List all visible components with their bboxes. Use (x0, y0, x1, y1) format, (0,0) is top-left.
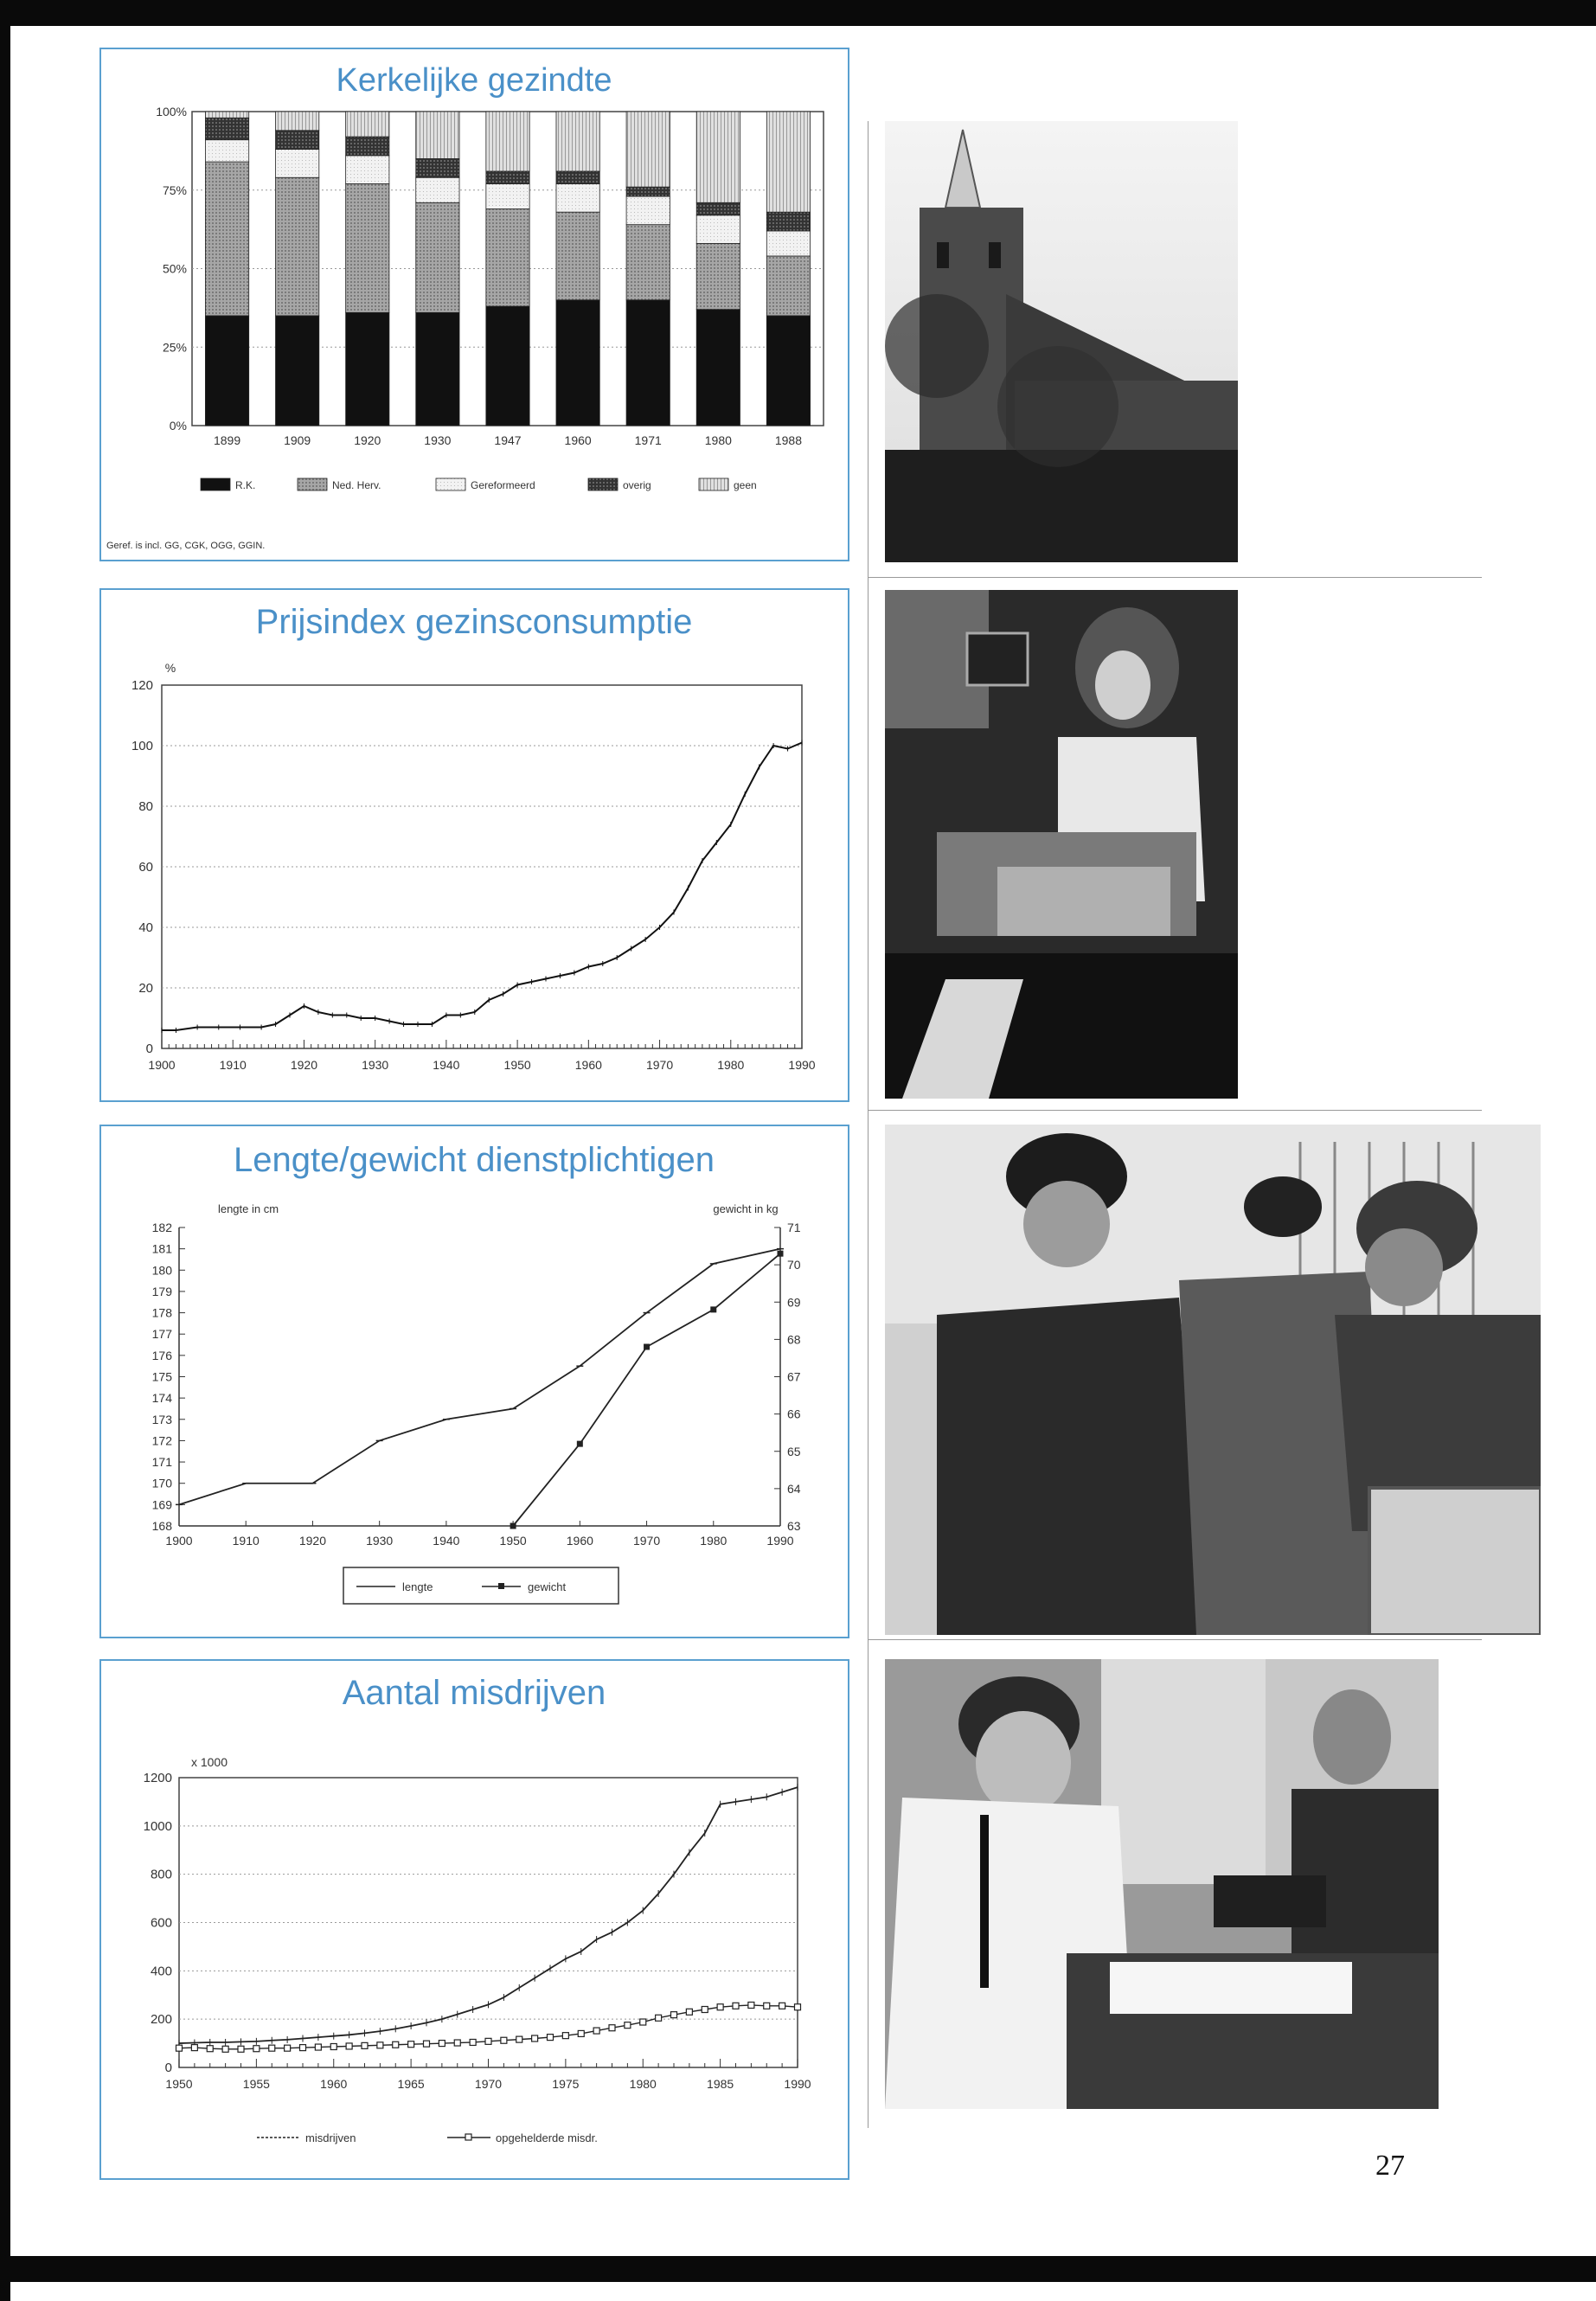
legend-label: R.K. (235, 479, 256, 491)
bar-segment-overig (346, 137, 389, 156)
y-right-tick-label: 64 (787, 1481, 801, 1496)
bar-segment-geen (626, 112, 670, 187)
y-tick-label: 0 (164, 2061, 172, 2075)
bar-segment-ned-herv- (276, 177, 319, 316)
x-tick-label: 1971 (634, 433, 662, 447)
y-left-tick-label: 180 (151, 1263, 172, 1278)
data-point-opgehelderd (285, 2045, 291, 2051)
x-tick-label: 1985 (707, 2077, 734, 2091)
data-point-opgehelderd (516, 2036, 522, 2042)
x-tick-label: 1920 (354, 433, 381, 447)
x-tick-label: 1920 (290, 1058, 318, 1072)
x-tick-label: 1910 (219, 1058, 247, 1072)
data-point-opgehelderd (207, 2046, 213, 2052)
data-point-opgehelderd (176, 2045, 183, 2051)
y-tick-label: 120 (131, 678, 153, 693)
y-tick-label: 75% (162, 183, 187, 197)
data-point-opgehelderd (702, 2007, 708, 2013)
page-number: 27 (1375, 2150, 1405, 2182)
bar-segment-r-k- (766, 316, 810, 426)
bar-segment-overig (416, 158, 459, 177)
legend-swatch (436, 478, 465, 490)
bar-segment-geen (416, 112, 459, 158)
y-tick-label: 100 (131, 739, 153, 753)
y-unit-label: % (164, 661, 176, 675)
data-point-opgehelderd (795, 2004, 801, 2010)
religion-chart-panel (99, 48, 849, 561)
chart-title: Lengte/gewicht dienstplichtigen (234, 1141, 715, 1179)
bar-segment-r-k- (416, 312, 459, 426)
x-tick-label: 1947 (494, 433, 522, 447)
y-right-tick-label: 67 (787, 1369, 801, 1384)
data-point-opgehelderd (393, 2041, 399, 2048)
series-line-lengte (179, 1249, 780, 1505)
bar-segment-ned-herv- (205, 162, 248, 316)
data-point-opgehelderd (330, 2043, 337, 2049)
legend-label: Ned. Herv. (332, 479, 381, 491)
y-tick-label: 0% (169, 419, 187, 433)
bar-segment-ned-herv- (626, 225, 670, 300)
x-tick-label: 1970 (645, 1058, 674, 1072)
x-tick-label: 1910 (232, 1534, 260, 1548)
top-border (0, 0, 1596, 26)
bar-segment-geen (556, 112, 599, 171)
bar-segment-gereformeerd (766, 231, 810, 256)
data-point-opgehelderd (562, 2033, 568, 2039)
x-tick-label: 1965 (397, 2077, 425, 2091)
legend-label-lengte: lengte (402, 1580, 433, 1593)
y-tick-label: 20 (138, 981, 153, 996)
column-divider (868, 121, 869, 2128)
data-point-opgehelderd (640, 2019, 646, 2025)
data-point-opgehelderd (779, 2003, 785, 2009)
data-point-gewicht (644, 1344, 650, 1350)
bar-segment-gereformeerd (416, 177, 459, 202)
crime-chart (101, 1661, 848, 2178)
legend-swatch (588, 478, 618, 490)
x-tick-label: 1960 (566, 1534, 593, 1548)
photo-cashier (885, 590, 1238, 1099)
y-left-tick-label: 178 (151, 1305, 172, 1320)
y-left-tick-label: 169 (151, 1497, 172, 1512)
y-unit-label: x 1000 (190, 1755, 228, 1769)
bar-segment-ned-herv- (556, 212, 599, 300)
data-point-opgehelderd (424, 2041, 430, 2047)
data-point-opgehelderd (222, 2046, 228, 2052)
bar-segment-ned-herv- (416, 202, 459, 312)
legend-label: overig (623, 479, 651, 491)
x-tick-label: 1940 (433, 1058, 460, 1072)
bar-segment-geen (766, 112, 810, 212)
data-point-opgehelderd (593, 2028, 599, 2034)
data-point-gewicht (510, 1523, 516, 1529)
bar-segment-gereformeerd (276, 150, 319, 178)
left-border (0, 0, 10, 2301)
x-tick-label: 1955 (242, 2077, 270, 2091)
data-point-opgehelderd (733, 2003, 739, 2009)
data-point-opgehelderd (686, 2009, 692, 2015)
data-point-opgehelderd (578, 2030, 584, 2036)
x-tick-label: 1950 (499, 1534, 527, 1548)
y-right-tick-label: 70 (787, 1258, 801, 1272)
x-tick-label: 1980 (717, 1058, 745, 1072)
bar-segment-overig (696, 202, 740, 215)
y-left-tick-label: 175 (151, 1369, 172, 1384)
legend-swatch (699, 478, 728, 490)
data-point-opgehelderd (671, 2012, 677, 2018)
y-tick-label: 60 (138, 860, 153, 875)
x-tick-label: 1960 (320, 2077, 348, 2091)
legend-swatch (201, 478, 230, 490)
y-left-tick-label: 172 (151, 1433, 172, 1448)
x-tick-label: 1920 (298, 1534, 327, 1548)
x-tick-label: 1980 (704, 433, 732, 447)
data-point-opgehelderd (609, 2025, 615, 2031)
plot-frame (179, 1778, 798, 2067)
bar-segment-r-k- (556, 300, 599, 426)
x-tick-label: 1990 (766, 1534, 794, 1548)
data-point-opgehelderd (625, 2022, 631, 2029)
x-tick-label: 1930 (362, 1058, 389, 1072)
price-index-chart-panel (99, 588, 849, 1102)
bar-segment-ned-herv- (346, 183, 389, 312)
photo-soldiers (885, 1125, 1541, 1635)
y-left-tick-label: 168 (151, 1519, 172, 1533)
data-point-opgehelderd (377, 2042, 383, 2048)
data-point-opgehelderd (470, 2039, 476, 2045)
bar-segment-overig (276, 131, 319, 150)
data-point-opgehelderd (346, 2043, 352, 2049)
bar-segment-gereformeerd (626, 196, 670, 225)
data-point-gewicht (577, 1441, 583, 1447)
bar-segment-geen (696, 112, 740, 202)
data-point-opgehelderd (548, 2035, 554, 2041)
x-tick-label: 1940 (433, 1534, 460, 1548)
legend-label-gewicht: gewicht (528, 1580, 567, 1593)
x-tick-label: 1980 (629, 2077, 657, 2091)
row-divider (868, 577, 1482, 578)
y-left-tick-label: 182 (151, 1221, 172, 1234)
data-point-opgehelderd (764, 2003, 770, 2009)
y-tick-label: 80 (138, 799, 153, 814)
bar-segment-gereformeerd (205, 140, 248, 162)
bar-segment-overig (205, 118, 248, 139)
data-point-opgehelderd (532, 2035, 538, 2041)
data-point-gewicht (710, 1306, 716, 1312)
legend-box (343, 1567, 619, 1604)
data-point-opgehelderd (748, 2002, 754, 2008)
bottom-border (0, 2256, 1596, 2282)
bar-segment-geen (276, 112, 319, 131)
y-tick-label: 40 (138, 920, 153, 935)
x-tick-label: 1930 (366, 1534, 394, 1548)
chart-title: Aantal misdrijven (342, 1674, 606, 1712)
religion-chart (101, 49, 848, 560)
left-axis-label: lengte in cm (217, 1202, 279, 1215)
x-tick-label: 1970 (474, 2077, 503, 2091)
row-divider (868, 1110, 1482, 1111)
x-tick-label: 1988 (774, 433, 803, 447)
legend-swatch (298, 478, 327, 490)
bar-segment-ned-herv- (696, 243, 740, 309)
chart-title: Kerkelijke gezindte (336, 62, 612, 99)
bar-segment-r-k- (276, 316, 319, 426)
bar-segment-gereformeerd (346, 156, 389, 184)
x-tick-label: 1960 (574, 1058, 602, 1072)
y-tick-label: 100% (156, 105, 187, 119)
photo-police (885, 1659, 1439, 2109)
footnote: Geref. is incl. GG, CGK, OGG, GGIN. (106, 541, 266, 551)
x-tick-label: 1960 (564, 433, 592, 447)
bar-segment-overig (486, 171, 529, 184)
x-tick-label: 1899 (213, 433, 241, 447)
data-point-opgehelderd (439, 2041, 445, 2047)
x-tick-label: 1950 (503, 1058, 531, 1072)
x-tick-label: 1980 (700, 1534, 727, 1548)
y-right-tick-label: 63 (787, 1519, 801, 1533)
y-tick-label: 1200 (143, 1771, 172, 1785)
legend-marker-opgehelderd (465, 2134, 471, 2140)
bar-segment-gereformeerd (696, 215, 740, 244)
bar-segment-geen (486, 112, 529, 171)
x-tick-label: 1990 (784, 2077, 811, 2091)
bar-segment-r-k- (205, 316, 248, 426)
bar-segment-overig (766, 212, 810, 231)
data-point-opgehelderd (269, 2045, 275, 2051)
conscripts-chart (101, 1126, 848, 1637)
bar-segment-gereformeerd (556, 183, 599, 212)
y-right-tick-label: 65 (787, 1444, 801, 1458)
data-point-opgehelderd (238, 2046, 244, 2052)
x-tick-label: 1909 (284, 433, 311, 447)
bar-segment-r-k- (486, 306, 529, 426)
x-tick-label: 1900 (148, 1058, 176, 1072)
y-right-tick-label: 69 (787, 1295, 801, 1310)
x-tick-label: 1970 (632, 1534, 661, 1548)
legend-marker-gewicht (498, 1583, 504, 1589)
x-tick-label: 1950 (165, 2077, 193, 2091)
right-axis-label: gewicht in kg (713, 1202, 779, 1215)
y-left-tick-label: 179 (151, 1284, 172, 1298)
y-left-tick-label: 173 (151, 1412, 172, 1426)
price-index-chart (101, 590, 848, 1100)
y-tick-label: 400 (150, 1964, 172, 1979)
data-point-opgehelderd (454, 2040, 460, 2046)
y-left-tick-label: 176 (151, 1348, 172, 1362)
data-point-opgehelderd (408, 2041, 414, 2048)
bar-segment-r-k- (346, 312, 389, 426)
bar-segment-ned-herv- (486, 209, 529, 307)
bar-segment-geen (205, 112, 248, 118)
y-right-tick-label: 66 (787, 1407, 801, 1421)
y-tick-label: 25% (162, 340, 187, 355)
crime-chart-panel (99, 1659, 849, 2180)
series-line-price-index (162, 743, 802, 1031)
data-point-opgehelderd (656, 2015, 662, 2021)
y-left-tick-label: 177 (151, 1327, 172, 1342)
legend-label-opgehelderd: opgehelderde misdr. (496, 2131, 598, 2144)
y-left-tick-label: 181 (151, 1241, 172, 1256)
bar-segment-gereformeerd (486, 183, 529, 208)
bar-segment-r-k- (626, 300, 670, 426)
bar-segment-overig (626, 187, 670, 196)
y-left-tick-label: 170 (151, 1476, 172, 1490)
x-tick-label: 1930 (424, 433, 452, 447)
y-tick-label: 800 (150, 1867, 172, 1882)
data-point-gewicht (778, 1251, 784, 1257)
y-tick-label: 1000 (143, 1818, 172, 1834)
legend-label: Gereformeerd (471, 479, 535, 491)
y-tick-label: 50% (162, 261, 187, 276)
data-point-opgehelderd (300, 2045, 306, 2051)
row-divider (868, 1639, 1482, 1640)
y-right-tick-label: 68 (787, 1332, 801, 1347)
data-point-opgehelderd (717, 2004, 723, 2010)
y-left-tick-label: 171 (151, 1455, 172, 1470)
data-point-opgehelderd (362, 2042, 368, 2048)
y-tick-label: 600 (150, 1915, 172, 1931)
bar-segment-ned-herv- (766, 256, 810, 316)
legend-label: geen (734, 479, 757, 491)
data-point-opgehelderd (253, 2046, 260, 2052)
y-tick-label: 200 (150, 2012, 172, 2028)
bar-segment-geen (346, 112, 389, 137)
series-line-gewicht (513, 1253, 780, 1526)
x-tick-label: 1990 (788, 1058, 816, 1072)
data-point-opgehelderd (315, 2044, 321, 2050)
data-point-opgehelderd (485, 2038, 491, 2044)
x-tick-label: 1975 (552, 2077, 580, 2091)
bar-segment-r-k- (696, 310, 740, 426)
conscripts-chart-panel (99, 1125, 849, 1638)
y-left-tick-label: 174 (151, 1391, 172, 1406)
photo-church (885, 121, 1238, 562)
data-point-opgehelderd (501, 2037, 507, 2043)
x-tick-label: 1900 (165, 1534, 193, 1548)
data-point-opgehelderd (191, 2045, 197, 2051)
bar-segment-overig (556, 171, 599, 184)
y-tick-label: 0 (145, 1042, 153, 1056)
legend-label-misdrijven: misdrijven (305, 2131, 356, 2144)
y-right-tick-label: 71 (787, 1221, 801, 1234)
chart-title: Prijsindex gezinsconsumptie (255, 603, 693, 641)
